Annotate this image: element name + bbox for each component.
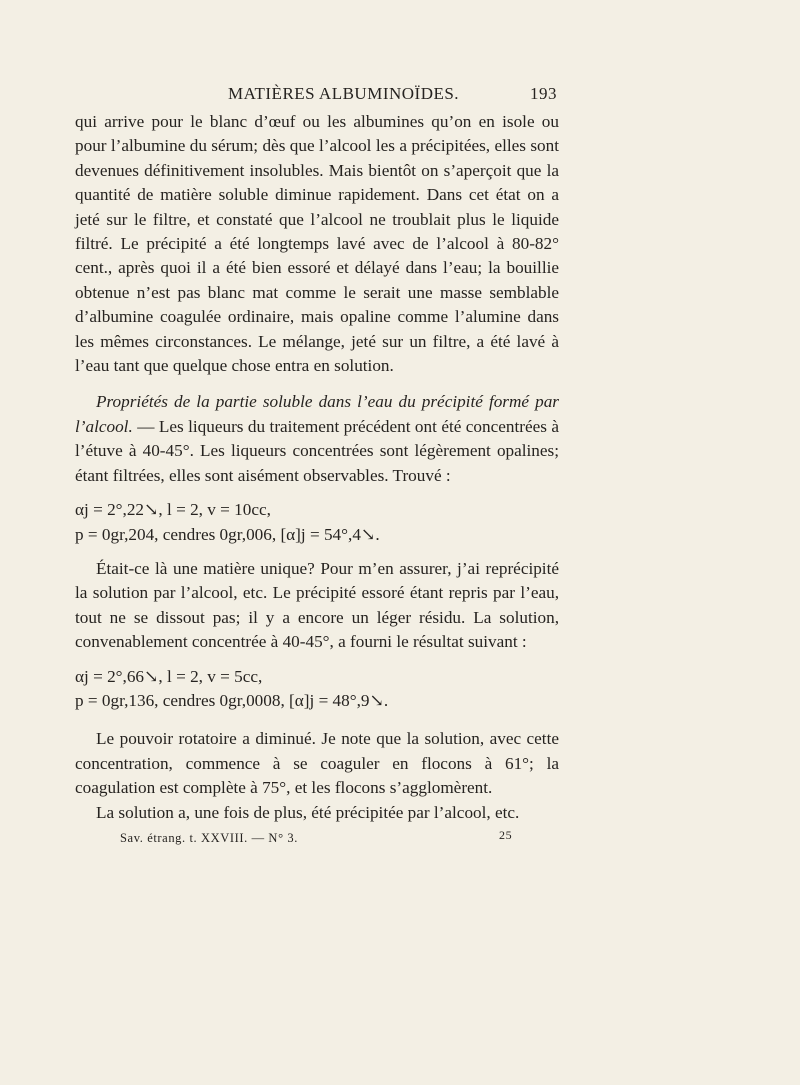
footer-signature: Sav. étrang. t. XXVIII. — N° 3. [120,831,298,845]
formula-2b: p = 0gr,136, cendres 0gr,0008, [α]j = 48°,9↘. [75,690,389,710]
sheet-number: 25 [499,828,513,842]
formula-1a: αj = 2°,22↘, l = 2, v = 10cc, [75,500,271,520]
paragraph-2-text: — Les liqueurs du traitement précédent ont été concentrées à l’étuve à 40-45°. Les liqueurs concentrées sont légèrement opalines; étant filtrées, elles sont aisément observables. Trouvé : [75,416,559,485]
paragraph-5: La solution a, une fois de plus, été précipitée par l’alcool, etc. [96,802,520,822]
paragraph-4: Le pouvoir rotatoire a diminué. Je note que la solution, avec cette concentration, commence à se coaguler en flocons à 61°; la coagulation est complète à 75°, et les flocons s’agglomèrent. [75,729,559,798]
paragraph-3: Était-ce là une matière unique? Pour m’en assurer, j’ai reprécipité la solution par l’alcool, etc. Le précipité essoré étant repris par l’eau, tout ne se dissout pas; il y a encore un léger résidu. La solution, convenablement concentrée à 40-45°, a fourni le résultat suivant : [75,558,559,652]
page-number: 193 [530,84,557,103]
text-body [75,110,559,825]
running-title: MATIÈRES ALBUMINOÏDES. [228,84,460,103]
running-header [0,84,800,108]
formula-2a: αj = 2°,66↘, l = 2, v = 5cc, [75,666,263,686]
section-heading: Propriétés de la partie soluble dans l’eau du précipité formé par l’alcool. [75,392,559,436]
paragraph-1: qui arrive pour le blanc d’œuf ou les albumines qu’on en isole ou pour l’albumine du sérum; dès que l’alcool les a précipitées, elles sont devenues définitivement insolubles. Mais bientôt on s’aperçoit que la quantité de matière soluble diminue rapidement. Dans cet état on a jeté sur le filtre, et constaté que l’alcool ne troublait plus le liquide filtré. Le précipité a été longtemps lavé avec de l’alcool à 80-82° cent., après quoi il a été bien essoré et délayé dans l’eau; la bouillie obtenue n’est pas blanc mat comme le serait une masse semblable d’albumine coagulée ordinaire, mais opaline comme l’alumine dans les mêmes circonstances. Le mélange, jeté sur un filtre, a été lavé à l’eau tant que quelque chose entra en solution. [75,112,559,376]
paragraph-2 [75,390,559,488]
formula-1b: p = 0gr,204, cendres 0gr,006, [α]j = 54°,4↘. [75,524,380,544]
